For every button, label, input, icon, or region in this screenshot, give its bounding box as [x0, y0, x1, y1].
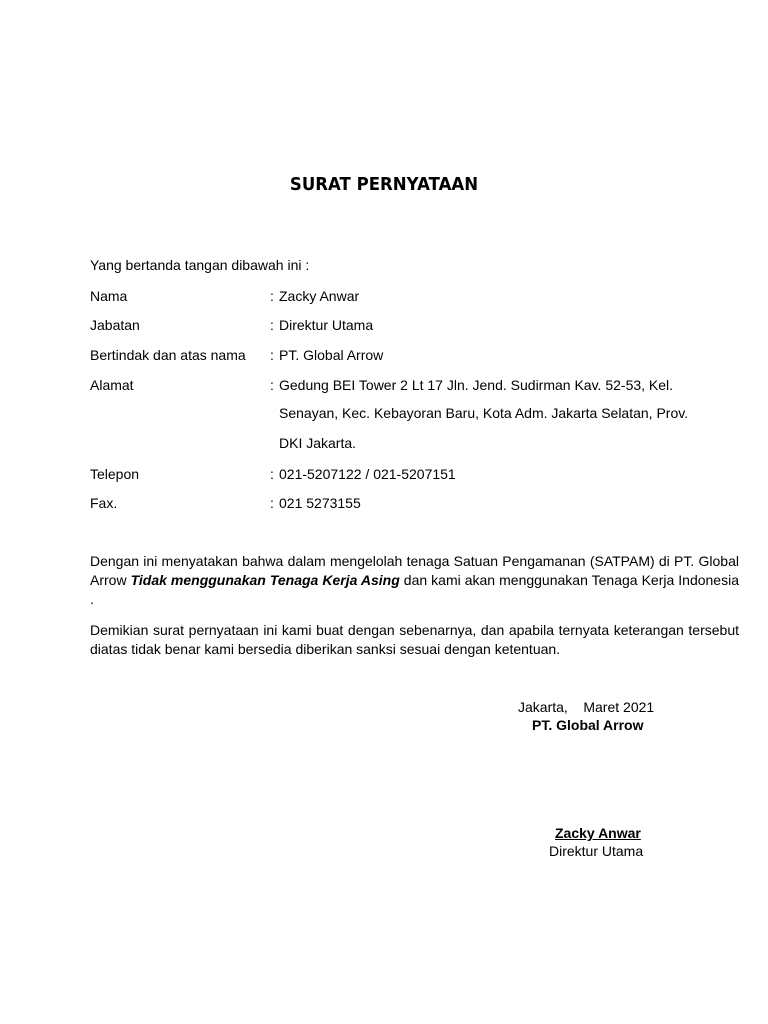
address-line-2: Senayan, Kec. Kebayoran Baru, Kota Adm. Jakarta Selatan, Prov. — [279, 405, 689, 421]
field-label: Fax. — [90, 495, 118, 511]
field-colon: : — [270, 317, 274, 333]
place-date — [518, 699, 654, 715]
place-date-text: Jakarta, Maret 2021 — [518, 699, 655, 715]
field-label: Nama — [90, 288, 128, 304]
statement-emphasis: Tidak menggunakan Tenaga Kerja Asing — [130, 572, 400, 588]
statement-text: Dengan ini menyatakan bahwa dalam mengelolah tenaga Satuan Pengamanan (SATPAM) di PT. Global Arrow — [90, 553, 739, 588]
closing-paragraph: Demikian surat pernyataan ini kami buat dengan sebenarnya, dan apabila ternyata keterangan tersebut diatas tidak benar kami bersedia diberikan sanksi sesuai dengan ketentuan. — [90, 622, 739, 657]
field-value: Gedung BEI Tower 2 Lt 17 Jln. Jend. Sudirman Kav. 52-53, Kel. — [279, 377, 674, 393]
field-label: Telepon — [90, 466, 140, 482]
statement-text-end: dan kami akan menggunakan Tenaga Kerja Indonesia . — [90, 572, 739, 607]
address-line-3: DKI Jakarta. — [279, 435, 357, 451]
field-value: 021-5207122 / 021-5207151 — [279, 466, 456, 482]
field-colon: : — [270, 377, 274, 393]
field-colon: : — [270, 466, 274, 482]
statement-paragraph — [90, 552, 739, 609]
signatory-name: Zacky Anwar — [555, 825, 641, 841]
field-label: Jabatan — [90, 317, 140, 333]
field-label: Alamat — [90, 377, 134, 393]
field-value: PT. Global Arrow — [279, 347, 384, 363]
signatory-position: Direktur Utama — [549, 843, 644, 859]
field-value: Zacky Anwar — [279, 288, 360, 304]
field-label: Bertindak dan atas nama — [90, 347, 246, 363]
field-value: Direktur Utama — [279, 317, 374, 333]
signature-company: PT. Global Arrow — [532, 717, 644, 733]
field-colon: : — [270, 495, 274, 511]
intro-text: Yang bertanda tangan dibawah ini : — [90, 257, 310, 273]
document-title: SURAT PERNYATAAN — [289, 174, 479, 195]
field-value: 021 5273155 — [279, 495, 361, 511]
field-colon: : — [270, 288, 274, 304]
field-colon: : — [270, 347, 274, 363]
